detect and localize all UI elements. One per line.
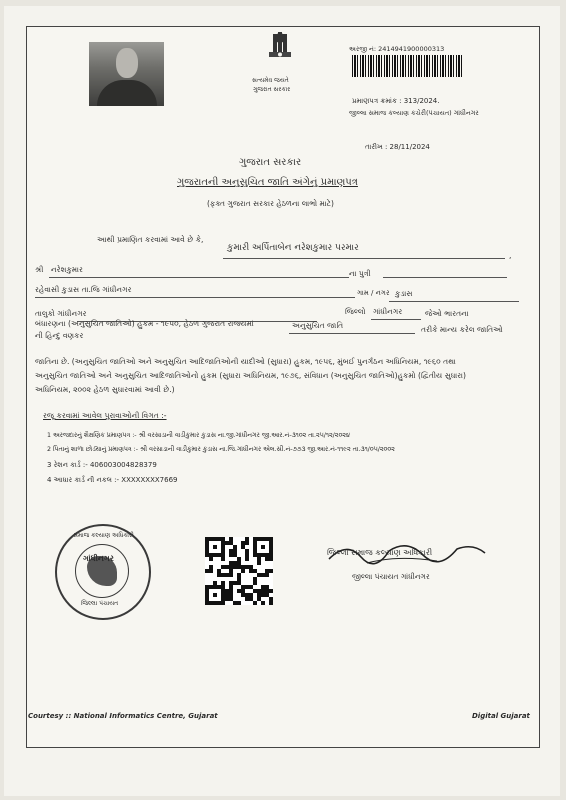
footer-brand: Digital Gujarat — [472, 712, 530, 720]
document-item: 2 પિતાનું શાળા છોડ્યાનું પ્રમાણપત્ર :- શ્રી વરસાડાની વાડીકુમાર કુડાસ ના.જિ.ગાંધીનગર એલ.સી.નં-૭૭૩ જી.આર.નં-૧૧૯૨ તા.૩૧/૦૫/૨૦૦૨ — [47, 446, 395, 453]
father-name: નરેશકુમાર — [51, 265, 83, 274]
barcode — [352, 55, 464, 77]
category: અનુસુચિત જાતિ — [292, 321, 344, 330]
category-suffix: તરીકે માન્ય કરેલ જાતિઓ — [421, 325, 503, 334]
certificate-sheet — [26, 26, 540, 748]
document-item: 4 આધાર કાર્ડ ની નકલ :- XXXXXXXX7669 — [47, 476, 178, 484]
application-number: અરજી નં: 2414941900000313 — [349, 45, 445, 53]
seal-text-bottom: જિલ્લા પંચાયત — [81, 600, 119, 607]
document-item: 3 રેશન કાર્ડ :- 406003004828379 — [47, 461, 157, 469]
qr-code — [205, 537, 273, 605]
para-line-1: જાતિના છે. (અનુસુચિત જાતિઓ અને અનુસુચિત આદિજાતિઓની યાદીઓ (સુધારા) હુકમ, ૧૯૫૬, મુંબઈ પુનર્ગઠન અધિનિયમ, ૧૯૬૦ તથા — [35, 357, 456, 366]
official-seal — [55, 524, 151, 620]
shri-label: શ્રી — [35, 265, 44, 274]
issuing-office: જીલ્લા સમાજ કલ્યાણ કચેરી(પંચાયત) ગાંધીનગર — [349, 109, 479, 117]
comma-mark: , — [509, 251, 512, 260]
para-line-3: અધિનિયમ, ૨૦૦૨ હેઠળ સુધારવામાં આવી છે.) — [35, 385, 175, 394]
state-suffix: જેઓ ભારતના — [425, 309, 469, 318]
footer-courtesy: Courtesy :: National Informatics Centre, Gujarat — [28, 712, 218, 720]
caste: ની હિન્દુ વણકર — [35, 331, 84, 340]
document-item: 1 અરજદારનું શૈક્ષણિક પ્રમાણપત્ર :- શ્રી વરસાડાની વાડીકુમાર કુડાસ ના.જી.ગાંધીનગર જી.આર.નં-૩૧૦૨ તા.૨૫/૧૨/૨૦૨૪ — [47, 432, 350, 439]
applicant-photo — [89, 42, 164, 106]
national-emblem-icon — [255, 30, 305, 74]
signatory-title: જિલ્લા સમાજ કલ્યાણ અધિકારી — [327, 548, 433, 557]
village-label: ગામ / નગર — [357, 289, 390, 297]
para-line-2: અનુસુચિત જાતિઓ અને અનુસુચિત આદિજાતિઓનો હુકમ (સુધારા અધિનિયમ, ૧૯૭૬, સંવિધાન (અનુસુચિત જાતિઓ)હુકમો (દ્વિતીય સુધારા) — [35, 371, 467, 380]
district-label: જિલ્લો — [345, 307, 366, 316]
village-value: કુડાસ — [395, 289, 413, 298]
emblem-caption-govt: ગુજરાત સરકાર — [253, 86, 291, 93]
documents-heading: રજૂ કરવામાં આવેલ પુરાવાઓની વિગત :- — [43, 411, 167, 420]
signatory-office: જીલ્લા પંચાયત ગાંધીનગર — [352, 572, 430, 581]
issue-date: તારીખ : 28/11/2024 — [365, 143, 430, 151]
certify-text: આથી પ્રમાણિત કરવામાં આવે છે કે, — [97, 235, 204, 244]
district-value: ગાંધીનગર — [373, 307, 403, 316]
certificate-subtitle: (ફક્ત ગુજરાત સરકાર હેઠળના લાભો માટે) — [207, 199, 334, 208]
govt-heading: ગુજરાત સરકાર — [239, 157, 302, 168]
relation-label: ના પુત્રી — [349, 269, 371, 278]
certificate-title: ગુજરાતની અનુસુચિત જાતિ અંગેનું પ્રમાણપત્ર — [177, 177, 358, 188]
taluka: તાલુકો ગાંધીનગર — [35, 309, 87, 318]
residence: રહેવાસી કુડાસ તા.જિ ગાંધીનગર — [35, 285, 132, 294]
emblem-caption: સત્યમેવ જયતે — [252, 77, 289, 84]
applicant-name: કુમારી અર્પિતાબેન નરેશકુમાર પરમાર — [227, 243, 359, 253]
document-page — [4, 6, 560, 796]
certificate-number: પ્રમાણપત્ર ક્રમાંક : 313/2024. — [352, 97, 440, 105]
order-text: બંધારણના (અનુસુચિત જાતિઓ) હુકમ - ૧૯૫૦, હેઠળ ગુજરાત રાજ્યમાં — [35, 319, 254, 328]
seal-text-top: સમાજ કલ્યાણ અધિકારી — [73, 532, 134, 539]
seal-text-mid: ગાંધીનગર — [83, 554, 114, 563]
